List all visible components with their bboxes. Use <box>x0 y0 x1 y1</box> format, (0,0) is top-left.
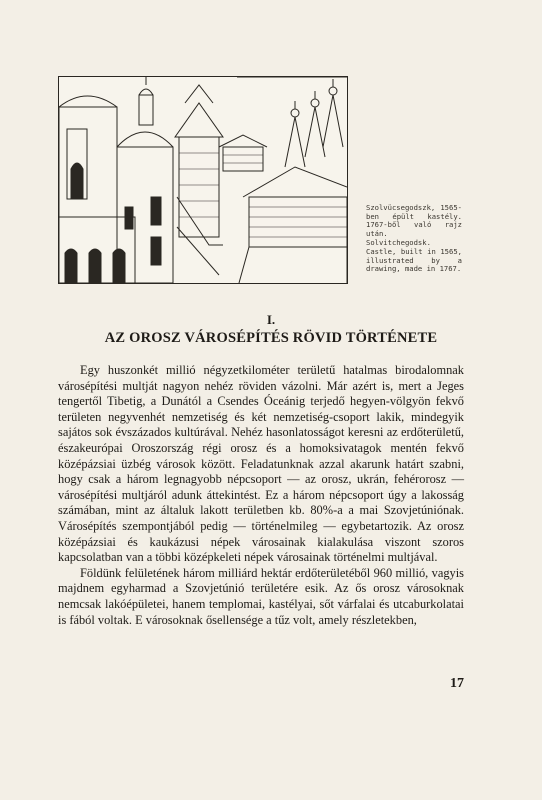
figure-caption <box>366 204 462 274</box>
chapter-number: I. <box>266 312 276 327</box>
paragraph-2: Földünk felületének három milliárd hektár erdőterületéből 960 millió, vagyis majdnem egyharmad a Szovjetúnió területére esik. Az ős orosz városoknak nemcsak lakóépületei, hanem templomai, kastélyai, sőt várfalai és utcaburkolatai is fából voltak. E városoknak ősellensége a tűz volt, amely részletekben, <box>58 565 464 627</box>
caption-hungarian: Szolvücsegodszk, 1565-ben épült kastély. 1767-ből való rajz után. <box>366 203 462 238</box>
page-number: 17 <box>450 676 464 691</box>
chapter-title: AZ OROSZ VÁROSÉPÍTÉS RÖVID TÖRTÉNETE <box>104 330 438 346</box>
caption-english: Solvitchegodsk. Castle, built in 1565, illustrated by a drawing, made in 1767. <box>366 238 462 274</box>
body-text <box>58 363 464 628</box>
castle-drawing <box>59 77 347 283</box>
paragraph-1: Egy huszonkét millió négyzetkilométer területű hatalmas birodalomnak városépítési multját nagyon nehéz röviden vázolni. Már azért is, mert a Jeges tengertől Tibetig, a Dunától a Csendes Óceánig terjedő hegyen-völgyön fekvő területen negyvenhét nemzetiség és két nemzetiség-csoport lakik, mindegyik sajátos sok évszázados kultúrával. Nehéz hasonlatosságot keresni az erdőterületű, északeurópai Oroszország régi orosz és a homoksivatagok mentén fekvő középázsiai üzbég városok között. Feladatunknak azzal akarunk határt szabni, hogy csak a három legnagyobb népcsoport — az orosz, ukrán, fehérorosz — városépítési multjáról adunk áttekintést. Ez a három népcsoport úgy a lakosság számában, mint az általuk lakott területben kb. 80%-a a mai Szovjetúniónak. Városépítés szempontjából pedig — történelmileg — egybetartozik. Az orosz középázsiai és kaukázusi népek városainak kialakulása viszont szoros kapcsolatban van a többi középkeleti népek városainak történelmi multjával. <box>58 363 464 565</box>
castle-illustration <box>58 76 348 284</box>
